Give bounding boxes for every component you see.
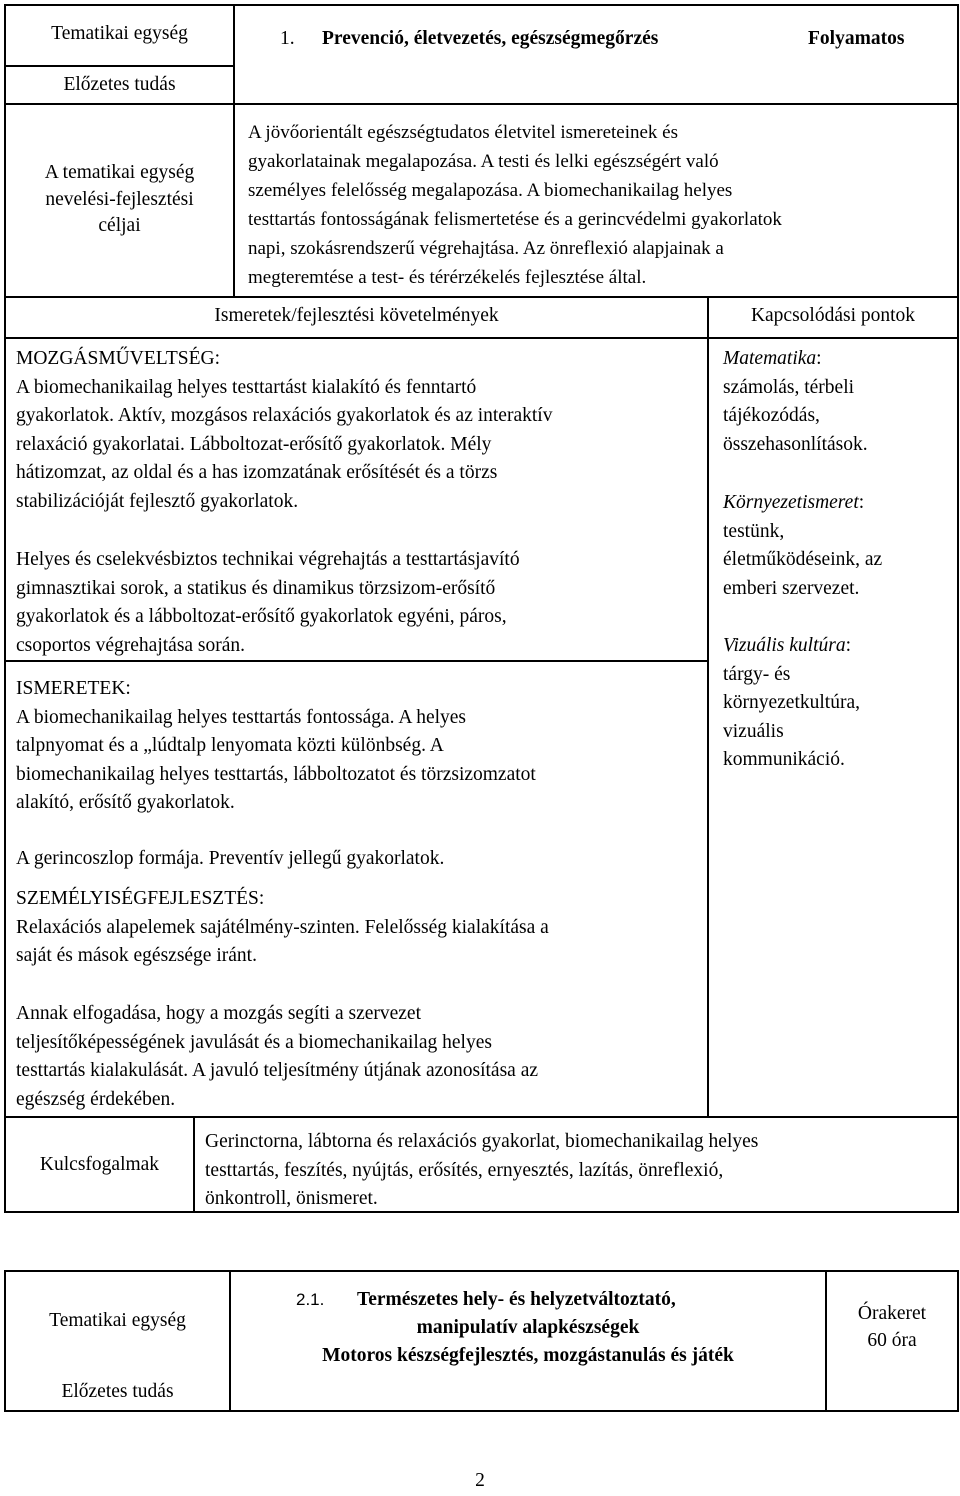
text-line: életműködéseink, az xyxy=(723,549,883,570)
table-border-top xyxy=(4,1270,959,1272)
text-line: számolás, térbeli xyxy=(723,376,855,398)
table-divider xyxy=(4,337,959,339)
colon: : xyxy=(858,492,865,513)
table-divider xyxy=(193,1116,195,1213)
unit-title: Prevenció, életvezetés, egészségmegőrzés xyxy=(322,28,659,49)
unit-title-line-2: manipulatív alapkészségek xyxy=(416,1317,640,1338)
text-line: testünk, xyxy=(723,520,785,542)
table-divider xyxy=(4,1116,959,1118)
vizualis-kultura-heading xyxy=(723,632,955,661)
connections-column xyxy=(723,345,955,459)
text-line: tájékozódás, xyxy=(723,405,820,426)
celjai-label-line: A tematikai egység xyxy=(44,162,195,183)
orakeret-label: Órakeret xyxy=(857,1303,927,1324)
celjai-line: gyakorlatainak megalapozása. A testi és lelki egészségért való xyxy=(248,151,719,172)
subject-name: Környezetismeret xyxy=(723,492,859,513)
text-line: hátizomzat, az oldal és a has izomzatának erősítését és a törzs xyxy=(16,462,498,483)
kornyezetismeret-heading xyxy=(723,489,955,518)
text-line: gyakorlatok és a lábboltozat-erősítő gyakorlatok egyéni, páros, xyxy=(16,606,507,627)
text-line: stabilizációját fejlesztő gyakorlatok. xyxy=(16,490,299,512)
annak-paragraph xyxy=(16,1000,704,1114)
table-divider xyxy=(229,1270,231,1412)
text-line: A biomechanikailag helyes testtartás fontossága. A helyes xyxy=(16,706,467,728)
celjai-line: megteremtése a test- és térérzékelés fejlesztése által. xyxy=(248,267,647,288)
text-line: emberi szervezet. xyxy=(723,577,860,599)
ismeretek-block xyxy=(16,675,704,818)
text-line: biomechanikailag helyes testtartás, lábboltozatot és törzsizomzatot xyxy=(16,763,536,785)
table-divider xyxy=(4,65,234,67)
celjai-line: testtartás fontosságának felismertetése és a gerincvédelmi gyakorlatok xyxy=(248,209,782,230)
text-line: talpnyomat és a „lúdtalp lenyomata közti különbség. A xyxy=(16,735,444,756)
text-line: testtartás, feszítés, nyújtás, erősítés, ernyesztés, lazítás, önreflexió, xyxy=(205,1159,724,1181)
orakeret-value: 60 óra xyxy=(867,1330,917,1351)
helyes-paragraph xyxy=(16,546,704,660)
orakeret xyxy=(827,1300,957,1354)
szemelyisegfejlesztes-heading: SZEMÉLYISÉGFEJLESZTÉS: xyxy=(16,888,265,909)
elozetes-tudas-label: Előzetes tudás xyxy=(61,1381,174,1402)
unit-number: 1. xyxy=(280,28,295,49)
requirements-column xyxy=(16,345,704,516)
table-border-right xyxy=(957,1270,959,1412)
subject-name: Vizuális kultúra xyxy=(723,635,846,656)
text-line: összehasonlítások. xyxy=(723,433,868,455)
text-line: teljesítőképességének javulását és a biomechanikailag helyes xyxy=(16,1031,492,1053)
text-line: testtartás kialakulását. A javuló teljesítmény útjának azonosítása az xyxy=(16,1060,539,1081)
text-line: környezetkultúra, xyxy=(723,692,860,713)
table-border-right xyxy=(957,4,959,1213)
matematika-heading xyxy=(723,345,955,374)
text-line: tárgy- és xyxy=(723,663,791,685)
kornyezetismeret-block xyxy=(723,489,955,603)
text-line: gyakorlatok. Aktív, mozgásos relaxációs gyakorlatok és az interaktív xyxy=(16,405,553,426)
ismeretek-header: Ismeretek/fejlesztési követelmények xyxy=(214,305,499,326)
ismeretek-heading: ISMERETEK: xyxy=(16,678,131,699)
colon: : xyxy=(816,348,822,369)
celjai-label xyxy=(6,160,233,240)
colon: : xyxy=(845,635,852,656)
text-line: gimnasztikai sorok, a statikus és dinamikus törzsizom-erősítő xyxy=(16,577,496,599)
text-line: önkontroll, önismeret. xyxy=(205,1188,378,1209)
celjai-text xyxy=(248,118,782,292)
text-line: vizuális xyxy=(723,720,784,742)
text-line: Gerinctorna, lábtorna és relaxációs gyakorlat, biomechanikailag helyes xyxy=(205,1131,759,1152)
text-line: saját és mások egészsége iránt. xyxy=(16,945,257,966)
vizualis-block xyxy=(723,632,955,775)
table-border-bottom xyxy=(4,1410,959,1412)
text-line: alakító, erősítő gyakorlatok. xyxy=(16,792,235,813)
table-divider xyxy=(707,296,709,1118)
text-line: kommunikáció. xyxy=(723,749,845,770)
kapcsolodasi-header: Kapcsolódási pontok xyxy=(750,305,916,326)
text-line: A biomechanikailag helyes testtartást kialakító és fenntartó xyxy=(16,376,477,398)
celjai-label-line: céljai xyxy=(98,215,141,236)
table-divider xyxy=(4,103,959,105)
unit-title-line-3: Motoros készségfejlesztés, mozgástanulás és játék xyxy=(322,1345,734,1366)
text-line: Annak elfogadása, hogy a mozgás segíti a szervezet xyxy=(16,1003,422,1024)
table-divider xyxy=(4,296,959,298)
szemelyiseg-block xyxy=(16,885,704,971)
kulcsfogalmak-label: Kulcsfogalmak xyxy=(39,1154,160,1175)
elozetes-tudas-label: Előzetes tudás xyxy=(63,74,176,95)
table-divider xyxy=(4,660,709,662)
kulcsfogalmak-text xyxy=(205,1128,955,1214)
unit-title-line-1: Természetes hely- és helyzetváltoztató, xyxy=(357,1289,676,1310)
tematikai-egyseg-label: Tematikai egység xyxy=(51,23,188,44)
celjai-line: napi, szokásrendszerű végrehajtása. Az önreflexió alapjainak a xyxy=(248,238,724,259)
text-line: egészség érdekében. xyxy=(16,1088,176,1110)
tematikai-egyseg-label: Tematikai egység xyxy=(49,1310,186,1331)
unit-number: 2.1. xyxy=(296,1290,325,1309)
text-line: relaxáció gyakorlatai. Lábboltozat-erősítő gyakorlatok. Mély xyxy=(16,433,492,455)
table-divider xyxy=(233,4,235,298)
text-line: Helyes és cselekvésbiztos technikai végrehajtás a testtartásjavító xyxy=(16,549,520,570)
page-number: 2 xyxy=(475,1470,485,1491)
celjai-line: személyes felelősség megalapozása. A biomechanikailag helyes xyxy=(248,180,733,201)
mozgasmuveltseg-heading: MOZGÁSMŰVELTSÉG: xyxy=(16,348,221,369)
text-line: Relaxációs alapelemek sajátélmény-szinten. Felelősség kialakítása a xyxy=(16,916,549,938)
subject-name: Matematika xyxy=(723,348,817,369)
celjai-line: A jövőorientált egészségtudatos életvitel ismereteinek és xyxy=(248,122,679,143)
table-border-top xyxy=(4,4,959,6)
unit-timing: Folyamatos xyxy=(808,28,905,49)
gerincoszlop-line: A gerincoszlop formája. Preventív jellegű gyakorlatok. xyxy=(16,848,445,869)
text-line: csoportos végrehajtása során. xyxy=(16,634,246,656)
celjai-label-line: nevelési-fejlesztési xyxy=(45,188,194,210)
